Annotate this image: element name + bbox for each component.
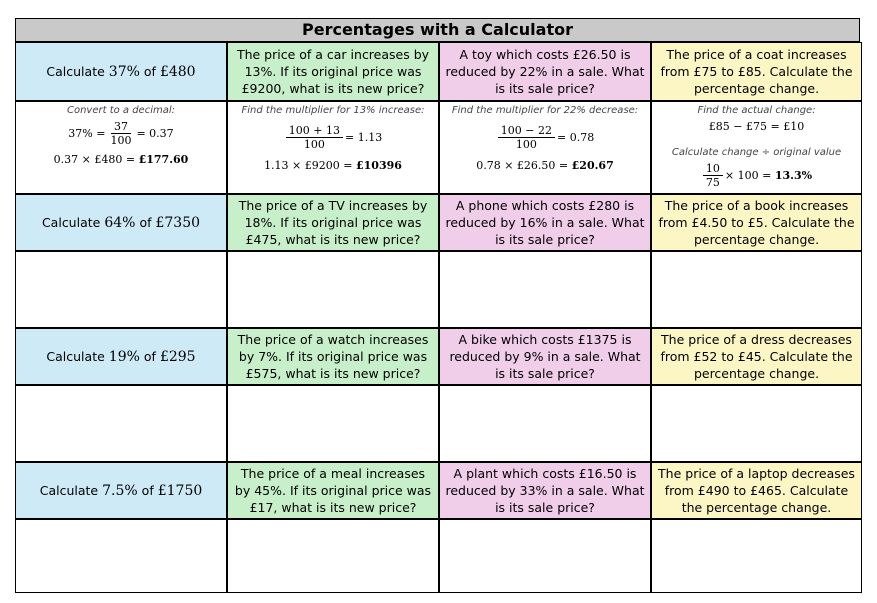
question-percent: 19% [108, 348, 140, 365]
worked-cell-3 [439, 101, 651, 194]
hint-text: Find the actual change: [697, 105, 816, 116]
worksheet [15, 18, 862, 593]
equation-rhs: = 1.13 [344, 130, 383, 144]
question-cell-r3c4 [651, 328, 862, 385]
question-label: Calculate [39, 482, 99, 498]
answer-space[interactable] [651, 519, 862, 593]
question-cell-r2c2 [227, 194, 439, 251]
page-title: Percentages with a Calculator [15, 18, 860, 42]
question-of: of [139, 214, 152, 230]
question-percent: 7.5% [102, 482, 138, 499]
question-amount: £295 [159, 348, 196, 365]
denominator: 75 [705, 176, 720, 189]
equation [284, 124, 382, 151]
answer: 13.3% [774, 168, 813, 182]
question-cell-r4c2 [227, 462, 439, 519]
question-percent: 64% [104, 214, 136, 231]
question-text: The price of a dress decreases from £52 to £45. Calculate the percentage change. [660, 332, 853, 381]
denominator: 100 [515, 138, 537, 151]
question-amount: £480 [159, 63, 196, 80]
question-cell-r1c1 [15, 42, 227, 101]
question-label: Calculate [46, 63, 105, 79]
question-text: The price of a TV increases by 18%. If its original price was £475, what is its new price? [238, 198, 428, 247]
denominator: 100 [303, 138, 325, 151]
question-text: The price of a watch increases by 7%. If its original price was £575, what is its new price? [237, 332, 429, 381]
hint-text: Calculate change ÷ original value [671, 147, 842, 158]
question-of: of [141, 482, 154, 498]
question-text: The price of a book increases from £4.50 to £5. Calculate the percentage change. [658, 198, 855, 247]
question-cell-r1c4 [651, 42, 862, 101]
question-cell-r1c3 [439, 42, 651, 101]
answer: £10396 [355, 159, 402, 172]
answer-space[interactable] [227, 385, 439, 462]
worked-cell-1 [15, 101, 227, 194]
question-cell-r2c3 [439, 194, 651, 251]
question-cell-r3c3 [439, 328, 651, 385]
denominator: 100 [110, 134, 132, 147]
answer-space[interactable] [651, 385, 862, 462]
calculation [476, 159, 614, 173]
question-of: of [143, 63, 156, 79]
question-amount: £1750 [157, 482, 203, 499]
question-text [42, 214, 200, 232]
equation-rhs: = 0.78 [556, 130, 595, 144]
question-amount: £7350 [155, 214, 201, 231]
question-text: The price of a car increases by 13%. If its original price was £9200, what is its new price? [236, 47, 430, 96]
question-text [46, 348, 195, 366]
question-cell-r2c4 [651, 194, 862, 251]
calculation [54, 153, 189, 167]
question-cell-r1c2 [227, 42, 439, 101]
equation [701, 162, 812, 189]
question-label: Calculate [46, 348, 105, 364]
hint-text: Find the multiplier for 22% decrease: [451, 105, 639, 116]
hint-text: Convert to a decimal: [66, 105, 176, 116]
answer-space[interactable] [15, 519, 227, 593]
calculation-text: 0.37 × £480 = [53, 153, 136, 166]
answer: £177.60 [138, 153, 189, 166]
fraction [498, 124, 555, 151]
question-text: A plant which costs £16.50 is reduced by 33% in a sale. What is its sale price? [445, 466, 645, 515]
question-text: A bike which costs £1375 is reduced by 9% in a sale. What is its sale price? [449, 332, 641, 381]
question-label: Calculate [41, 214, 101, 230]
question-cell-r4c4 [651, 462, 862, 519]
question-text [40, 482, 203, 500]
change-calculation: £85 − £75 = £10 [708, 120, 805, 133]
question-cell-r4c1 [15, 462, 227, 519]
worked-cell-4 [651, 101, 862, 194]
answer-space[interactable] [439, 385, 651, 462]
answer-space[interactable] [439, 251, 651, 328]
equation-lhs: 37% = [68, 126, 106, 140]
answer: £20.67 [571, 159, 614, 172]
equation-rhs: × 100 = [724, 168, 772, 182]
question-text [46, 63, 195, 81]
question-of: of [143, 348, 156, 364]
question-cell-r3c2 [227, 328, 439, 385]
question-text: A toy which costs £26.50 is reduced by 22% in a sale. What is its sale price? [445, 47, 645, 96]
answer-space[interactable] [15, 385, 227, 462]
fraction [286, 124, 343, 151]
hint-text: Find the multiplier for 13% increase: [241, 105, 425, 116]
question-percent: 37% [108, 63, 140, 80]
question-cell-r3c1 [15, 328, 227, 385]
numerator: 10 [703, 162, 723, 176]
question-cell-r4c3 [439, 462, 651, 519]
question-text: The price of a laptop decreases from £490 to £465. Calculate the percentage change. [658, 466, 855, 515]
answer-space[interactable] [439, 519, 651, 593]
calculation-text: 1.13 × £9200 = [264, 159, 353, 172]
numerator: 37 [111, 120, 131, 134]
calculation [264, 159, 402, 173]
answer-space[interactable] [227, 519, 439, 593]
question-text: The price of a meal increases by 45%. If its original price was £17, what is its new price? [234, 466, 432, 515]
question-text: A phone which costs £280 is reduced by 16% in a sale. What is its sale price? [445, 198, 645, 247]
fraction [703, 162, 723, 189]
worked-cell-2 [227, 101, 439, 194]
equation [68, 120, 173, 147]
answer-space[interactable] [15, 251, 227, 328]
calculation-text: 0.78 × £26.50 = [476, 159, 569, 172]
answer-space[interactable] [227, 251, 439, 328]
answer-space[interactable] [651, 251, 862, 328]
question-text: The price of a coat increases from £75 to £85. Calculate the percentage change. [660, 47, 853, 96]
numerator: 100 + 13 [286, 124, 343, 138]
question-cell-r2c1 [15, 194, 227, 251]
equation-rhs: = 0.37 [136, 126, 174, 140]
fraction [107, 120, 134, 147]
equation [496, 124, 594, 151]
numerator: 100 − 22 [498, 124, 555, 138]
